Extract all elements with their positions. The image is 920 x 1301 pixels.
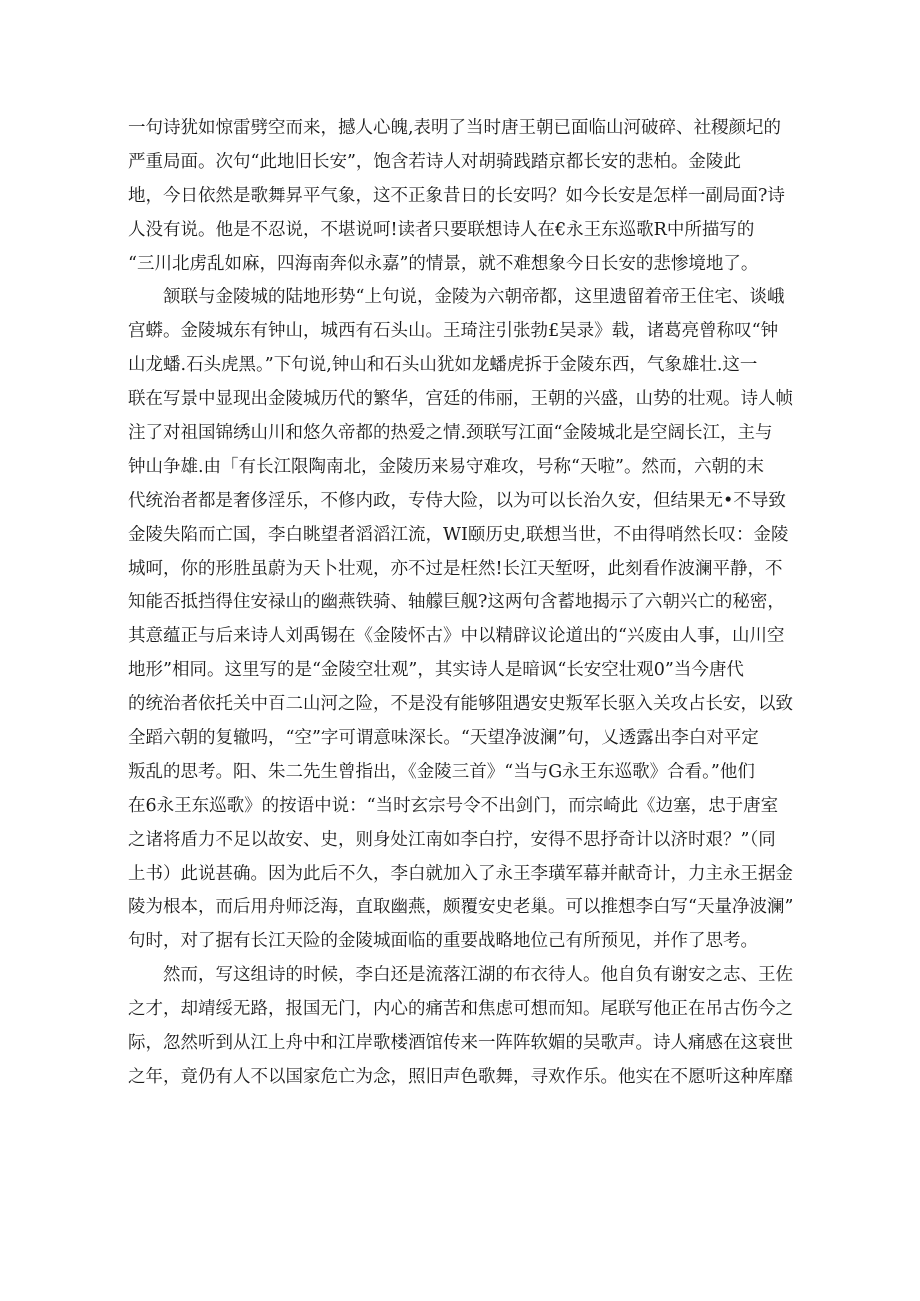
text-line: 严重局面。次句“此地旧长安”，饱含若诗人对胡骑践踏京都长安的悲柏。金陵此 — [128, 151, 741, 172]
text-line: 全蹈六朝的复辙吗，“空”字可谓意味深长。“天望净波澜”句，乂透露出李白对平定 — [128, 728, 759, 749]
text-line: 代统治者都是奢侈淫乐，不修内政，专侍大险，以为可以长治久安，但结果无•不导致 — [128, 490, 786, 511]
document-body — [128, 112, 793, 1095]
text-line: 一句诗犹如惊雷劈空而来，撼人心魄,表明了当时唐王朝已面临山河破碎、社稷颜圮的 — [128, 118, 782, 138]
text-line: 地形”相同。这里写的是“金陵空壮观”，其实诗人是暗讽“长安空壮观0”当今唐代 — [128, 660, 744, 681]
text-line: 陵为根本，而后用舟师泛海，直取幽燕，颇覆安史老巢。可以推想李白写“天量净波澜” — [128, 897, 793, 918]
text-line: 人没有说。他是不忍说，不堪说呵!读者只要联想诗人在€永王东巡歌R中所描写的 — [128, 219, 755, 240]
text-line: 城呵，你的形胜虽蔚为天卜壮观，亦不过是枉然!长江天堑呀，此刻看作波澜平静，不 — [128, 558, 783, 579]
text-line: 宫蟒。金陵城东有钟山，城西有石头山。王琦注引张勃£吴录》载，诸葛亮曾称叹“钟 — [128, 321, 779, 342]
text-line: 之年，竟仍有人不以国家危亡为念，照旧声色歌舞，寻欢作乐。他实在不愿听这种库靡 — [128, 1066, 793, 1087]
text-line: 金陵失陷而亡国，李白眺望者滔滔江流，WI颐历史,联想当世，不由得哨然长叹：金陵 — [128, 524, 789, 545]
text-line: 然而，写这组诗的时候，李白还是流落江湖的布衣待人。他自负有谢安之志、王佐 — [163, 965, 793, 986]
text-line: 叛乱的思考。阳、朱二先生曾指出，《金陵三首》“当与G永王东巡歌》合看。”他们 — [128, 761, 755, 782]
text-line: 联在写景中显现出金陵城历代的繁华，宫廷的伟丽，王朝的兴盛，山势的壮观。诗人帧 — [128, 389, 793, 410]
text-line: 地，今日依然是歌舞昇平气象，这不正象昔日的长安吗？如今长安是怎样一副局面?诗 — [128, 185, 785, 206]
text-line: 上书）此说甚确。因为此后不久，李白就加入了永王李璜军幕并献奇计，力主永王据金 — [128, 863, 793, 884]
text-line: 颔联与金陵城的陆地形势“上句说，金陵为六朝帝都，这里遗留着帝王住宅、谈峨 — [163, 287, 785, 308]
text-line: 注了对祖国锦绣山川和悠久帝都的热爱之情.颈联写江面“金陵城北是空阔长江，主与 — [128, 423, 773, 444]
text-line: 其意蕴正与后来诗人刘禹锡在《金陵怀古》中以精辟议论道出的“兴废由人事，山川空 — [128, 626, 785, 647]
text-line: “三川北虏乱如麻，四海南奔似永嘉”的情景，就不难想象今日长安的悲惨境地了。 — [128, 253, 759, 274]
text-line: 知能否抵挡得住安禄山的幽燕铁骑、轴艨巨舰?这两句含蓄地揭示了六朝兴亡的秘密， — [128, 592, 785, 613]
text-line: 际，忽然听到从江上舟中和江岸歌楼酒馆传来一阵阵软媚的吴歌声。诗人痛感在这衰世 — [128, 1033, 793, 1054]
text-line: 句时，对了据有长江天险的金陵城面临的重要战略地位己有所预见，并作了思考。 — [128, 931, 758, 952]
text-line: 钟山争雄.由「有长江限陶南北，金陵历来易守难攻，号称“天啦”。然而，六朝的末 — [128, 456, 764, 477]
text-line: 之诸将盾力不足以故安、史，则身处江南如李白拧，安得不思抒奇计以济时艰？”（同 — [128, 829, 776, 850]
text-line: 之才，却靖绥无路，报国无门，内心的痛苦和焦虑可想而知。尾联写他正在吊古伤今之 — [128, 999, 793, 1020]
text-line: 山龙蟠.石头虎黑。”下句说,钟山和石头山犹如龙蟠虎拆于金陵东西，气象雄壮.这一 — [128, 355, 758, 376]
text-line: 在6永王东巡歌》的按语中说：“当时玄宗号令不出剑门，而宗崎此《边塞，忠于唐室 — [128, 795, 779, 816]
text-line: 的统治者依托关中百二山河之险，不是没有能够阻遇安史叛军长驱入关攻占长安，以致 — [128, 694, 793, 715]
